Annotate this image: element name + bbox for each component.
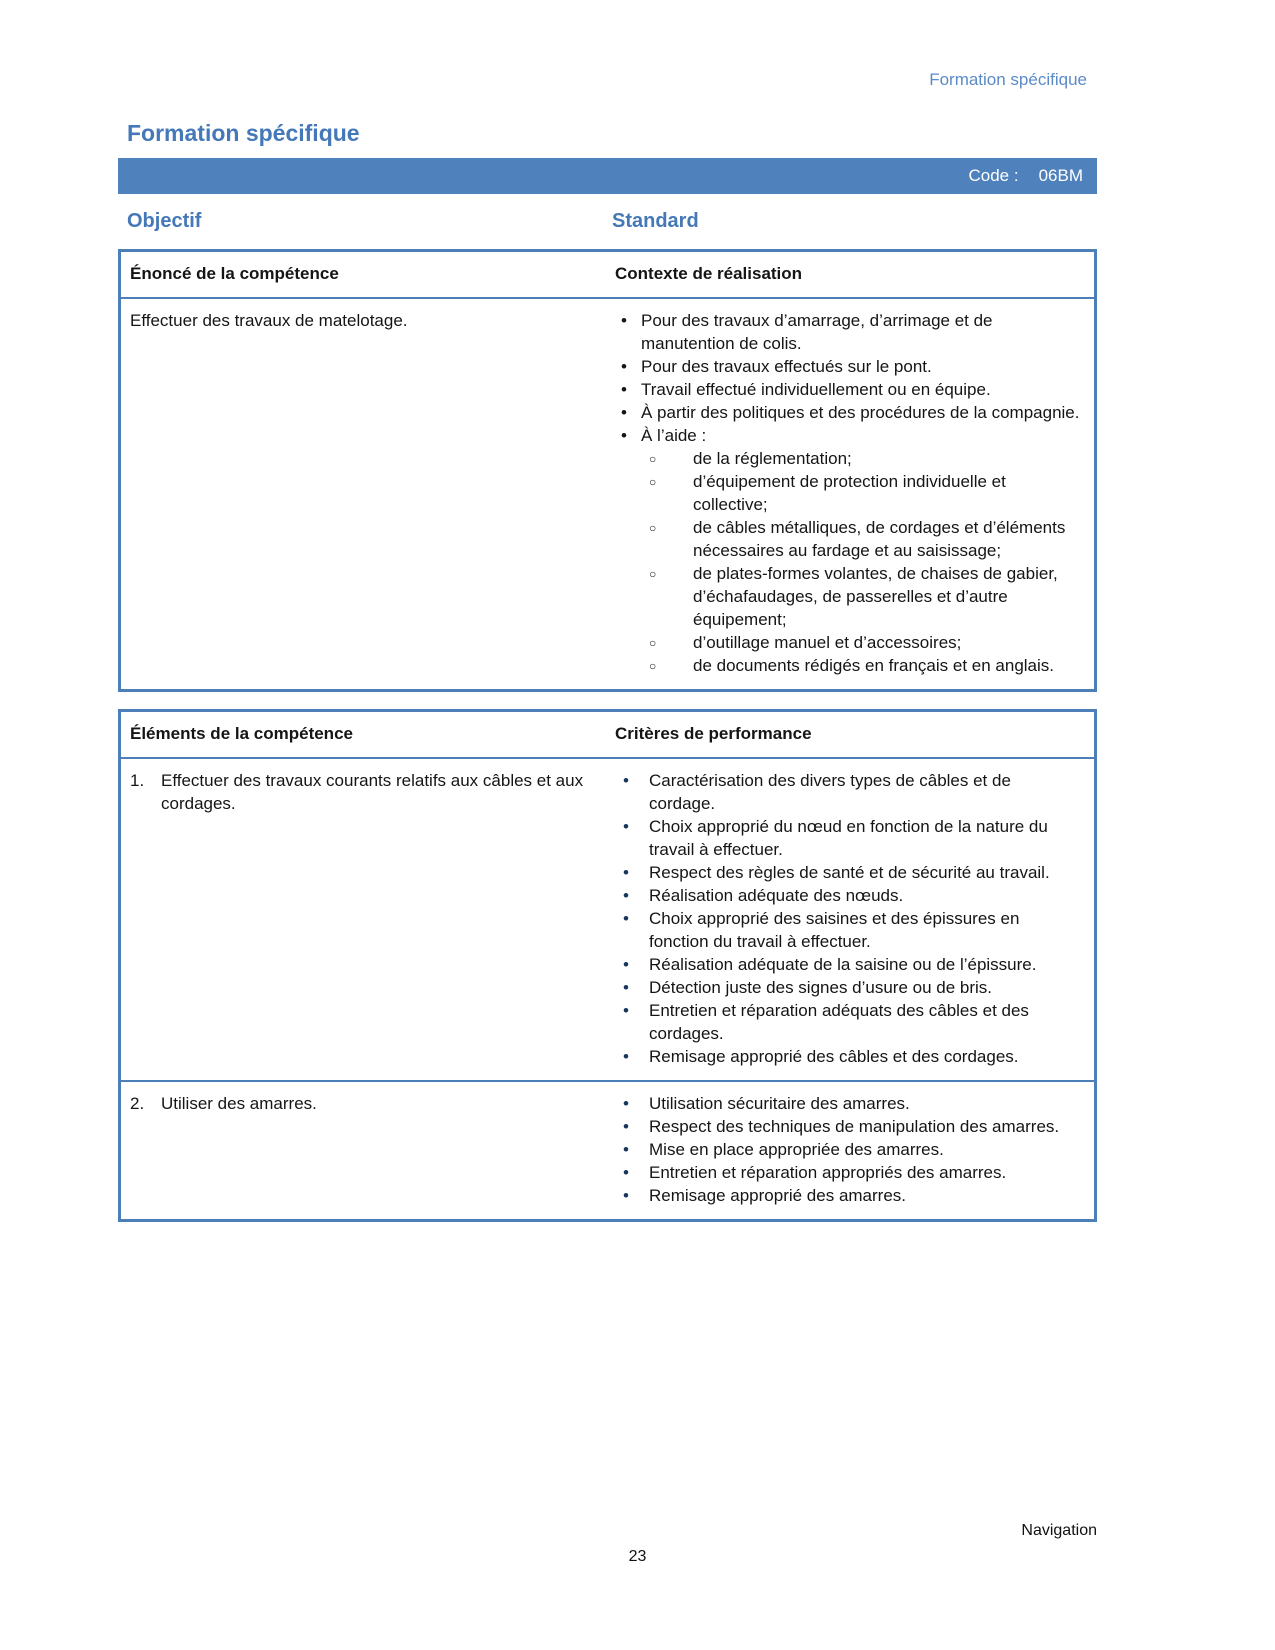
element-text: Utiliser des amarres. (161, 1094, 317, 1113)
competency-statement-table (118, 249, 1097, 692)
context-sub-bullet: ○ de la réglementation; (615, 447, 1080, 470)
element-row-2 (121, 1080, 1094, 1219)
context-bullet: • À partir des politiques et des procédures de la compagnie. (615, 401, 1080, 424)
criteria-bullet: • Entretien et réparation adéquats des câbles et des cordages. (615, 999, 1080, 1045)
table2-header-left: Éléments de la compétence (130, 724, 353, 743)
context-sub-bullet: ○ d’équipement de protection individuelle et collective; (615, 470, 1080, 516)
element-numbered-item (130, 769, 597, 815)
criteria-bullet: • Réalisation adéquate de la saisine ou de l’épissure. (615, 953, 1080, 976)
elements-criteria-table (118, 709, 1097, 1222)
element-numbered-item (130, 1092, 597, 1115)
table1-header-right: Contexte de réalisation (615, 264, 803, 283)
criteria-bullet: • Réalisation adéquate des nœuds. (615, 884, 1080, 907)
code-label: Code : (968, 166, 1019, 185)
criteria-bullet: • Respect des règles de santé et de sécurité au travail. (615, 861, 1080, 884)
competency-statement-text: Effectuer des travaux de matelotage. (130, 311, 408, 330)
criteria-bullet: • Remisage approprié des amarres. (615, 1184, 1080, 1207)
criteria-cell-1 (615, 759, 1094, 1080)
criteria-bullet: • Remisage approprié des câbles et des cordages. (615, 1045, 1080, 1068)
context-sub-bullet: ○ d’outillage manuel et d’accessoires; (615, 631, 1080, 654)
element-cell-2 (121, 1082, 615, 1219)
context-bullet: • Travail effectué individuellement ou en équipe. (615, 378, 1080, 401)
column-headings (118, 210, 1097, 233)
table1-header-row (121, 252, 1094, 299)
page-content (118, 0, 1097, 1222)
criteria-bullet: • Détection juste des signes d’usure ou de bris. (615, 976, 1080, 999)
criteria-bullet-list (615, 1092, 1080, 1207)
context-bullet: • À l’aide : (615, 424, 1080, 447)
criteria-bullet: • Mise en place appropriée des amarres. (615, 1138, 1080, 1161)
element-row-1 (121, 759, 1094, 1080)
code-bar (118, 158, 1097, 194)
criteria-cell-2 (615, 1082, 1094, 1219)
context-sub-bullet: ○ de câbles métalliques, de cordages et d’éléments nécessaires au fardage et au saisissage; (615, 516, 1080, 562)
criteria-bullet: • Respect des techniques de manipulation des amarres. (615, 1115, 1080, 1138)
context-cell (615, 299, 1094, 689)
element-cell-1 (121, 759, 615, 1080)
page-footer (118, 1522, 1097, 1540)
context-bullet: • Pour des travaux effectués sur le pont. (615, 355, 1080, 378)
criteria-bullet: • Utilisation sécuritaire des amarres. (615, 1092, 1080, 1115)
context-bullet: • Pour des travaux d’amarrage, d’arrimage et de manutention de colis. (615, 309, 1080, 355)
table-gap (118, 692, 1097, 709)
column-heading-standard: Standard (612, 210, 699, 232)
criteria-bullet: • Entretien et réparation appropriés des amarres. (615, 1161, 1080, 1184)
table2-header-right: Critères de performance (615, 724, 812, 743)
running-header: Formation spécifique (929, 70, 1087, 89)
element-number: 1. (130, 771, 145, 790)
criteria-bullet-list (615, 769, 1080, 1068)
competency-statement-cell (121, 299, 615, 689)
element-number: 2. (130, 1094, 145, 1113)
page-title: Formation spécifique (127, 120, 360, 146)
context-sub-bullet: ○ de plates-formes volantes, de chaises de gabier, d’échafaudages, de passerelles et d’autre équipement; (615, 562, 1080, 631)
criteria-bullet: • Caractérisation des divers types de câbles et de cordage. (615, 769, 1080, 815)
criteria-bullet: • Choix approprié des saisines et des épissures en fonction du travail à effectuer. (615, 907, 1080, 953)
context-bullet-list (615, 309, 1080, 677)
code-value: 06BM (1038, 166, 1083, 185)
element-text: Effectuer des travaux courants relatifs aux câbles et aux cordages. (161, 771, 584, 813)
context-sub-bullet: ○ de documents rédigés en français et en anglais. (615, 654, 1080, 677)
footer-section-label: Navigation (1021, 1522, 1097, 1539)
table2-header-row (121, 712, 1094, 759)
page-number: 23 (628, 1548, 647, 1565)
table1-header-left: Énoncé de la compétence (130, 264, 339, 283)
column-heading-objectif: Objectif (127, 210, 202, 232)
criteria-bullet: • Choix approprié du nœud en fonction de la nature du travail à effectuer. (615, 815, 1080, 861)
table1-body-row (121, 299, 1094, 689)
